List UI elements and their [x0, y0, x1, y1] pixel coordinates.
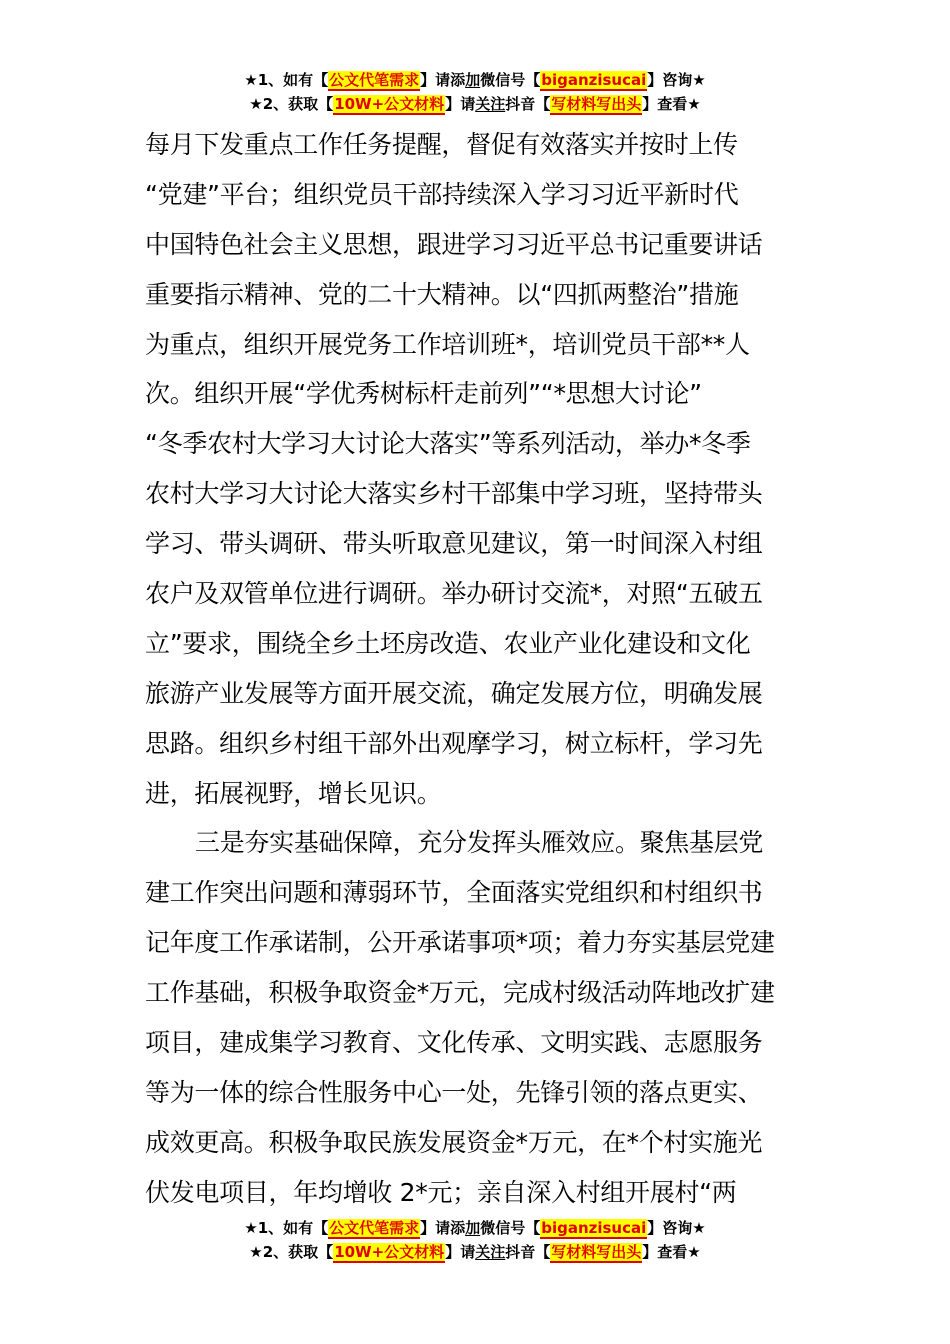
body-line: 记年度工作承诺制，公开承诺事项*项；着力夯实基层党建: [145, 928, 775, 958]
banner-line-1: [0, 68, 950, 92]
banner-line-1-prefix: ★1、如有【: [244, 1219, 329, 1237]
banner-highlight-materials: 10W+公文材料: [334, 95, 445, 113]
banner-highlight-wechat-id: biganzisucai: [541, 1219, 647, 1237]
banner-highlight-writing-service: 公文代笔需求: [329, 1219, 420, 1237]
body-line: 等为一体的综合性服务中心一处，先锋引领的落点更实、: [145, 1077, 763, 1107]
body-line: 工作基础，积极争取资金*万元，完成村级活动阵地改扩建: [145, 978, 775, 1008]
banner-highlight-douyin: 写材料写出头: [551, 1243, 642, 1261]
banner-highlight-materials: 10W+公文材料: [334, 1243, 445, 1261]
banner-highlight-wechat-id: biganzisucai: [541, 71, 647, 89]
bottom-banner: [0, 1216, 950, 1264]
body-line: 思路。组织乡村组干部外出观摩学习，树立标杆，学习先: [145, 728, 763, 758]
banner-highlight-douyin: 写材料写出头: [551, 95, 642, 113]
banner-line-2-emphasis: 关注: [475, 95, 506, 113]
body-line: 每月下发重点工作任务提醒，督促有效落实并按时上传: [145, 130, 738, 159]
body-line: 中国特色社会主义思想，跟进学习习近平总书记重要讲话: [145, 229, 763, 259]
banner-line-1-mid1: 】请添: [420, 71, 466, 89]
banner-line-1-suffix: 】咨询★: [647, 1219, 706, 1237]
body-line: 立”要求，围绕全乡土坯房改造、农业产业化建设和文化: [145, 628, 751, 658]
body-line: “党建”平台；组织党员干部持续深入学习习近平新时代: [145, 179, 739, 209]
body-line: 农户及双管单位进行调研。举办研讨交流*，对照“五破五: [145, 579, 763, 609]
banner-line-2-suffix: 】查看★: [642, 95, 701, 113]
banner-line-2: [0, 1240, 950, 1264]
body-line: 项目，建成集学习教育、文化传承、文明实践、志愿服务: [145, 1028, 763, 1058]
body-line: 次。组织开展“学优秀树标杆走前列”“*思想大讨论”: [145, 379, 702, 409]
banner-line-1: [0, 1216, 950, 1240]
banner-highlight-writing-service: 公文代笔需求: [329, 71, 420, 89]
body-line: 为重点，组织开展党务工作培训班*，培训党员干部**人: [145, 329, 750, 359]
body-line: 旅游产业发展等方面开展交流，确定发展方位，明确发展: [145, 678, 763, 708]
banner-line-2-prefix: ★2、获取【: [249, 1243, 334, 1261]
banner-line-1-suffix: 】咨询★: [647, 71, 706, 89]
body-line: 重要指示精神、党的二十大精神。以“四抓两整治”措施: [145, 279, 739, 309]
body-line: 建工作突出问题和薄弱环节，全面落实党组织和村组织书: [145, 878, 763, 908]
banner-line-2-mid2: 抖音【: [505, 95, 551, 113]
top-banner: [0, 68, 950, 116]
body-line: “冬季农村大学习大讨论大落实”等系列活动，举办*冬季: [145, 429, 751, 459]
paragraph-start-line: 三是夯实基础保障，充分发挥头雁效应。聚焦基层党: [195, 828, 764, 858]
banner-line-2-emphasis: 关注: [475, 1243, 506, 1261]
banner-line-1-mid2: 微信号【: [480, 71, 541, 89]
banner-line-1-mid2: 微信号【: [480, 1219, 541, 1237]
banner-line-1-prefix: ★1、如有【: [244, 71, 329, 89]
body-line: 农村大学习大讨论大落实乡村干部集中学习班，坚持带头: [145, 479, 763, 509]
body-line: 学习、带头调研、带头听取意见建议，第一时间深入村组: [145, 529, 763, 559]
body-line: 成效更高。积极争取民族发展资金*万元，在*个村实施光: [145, 1127, 763, 1157]
banner-line-2: [0, 92, 950, 116]
banner-line-1-emphasis: 加: [465, 71, 481, 89]
document-body: [145, 120, 810, 1218]
banner-line-2-prefix: ★2、获取【: [249, 95, 334, 113]
banner-line-2-suffix: 】查看★: [642, 1243, 701, 1261]
banner-line-2-mid1: 】请: [445, 1243, 476, 1261]
banner-line-2-mid1: 】请: [445, 95, 476, 113]
banner-line-2-mid2: 抖音【: [505, 1243, 551, 1261]
banner-line-1-mid1: 】请添: [420, 1219, 466, 1237]
banner-line-1-emphasis: 加: [465, 1219, 481, 1237]
body-line: 进，拓展视野，增长见识。: [145, 778, 442, 808]
body-line: 伏发电项目，年均增收 2*元；亲自深入村组开展村“两: [145, 1177, 737, 1207]
